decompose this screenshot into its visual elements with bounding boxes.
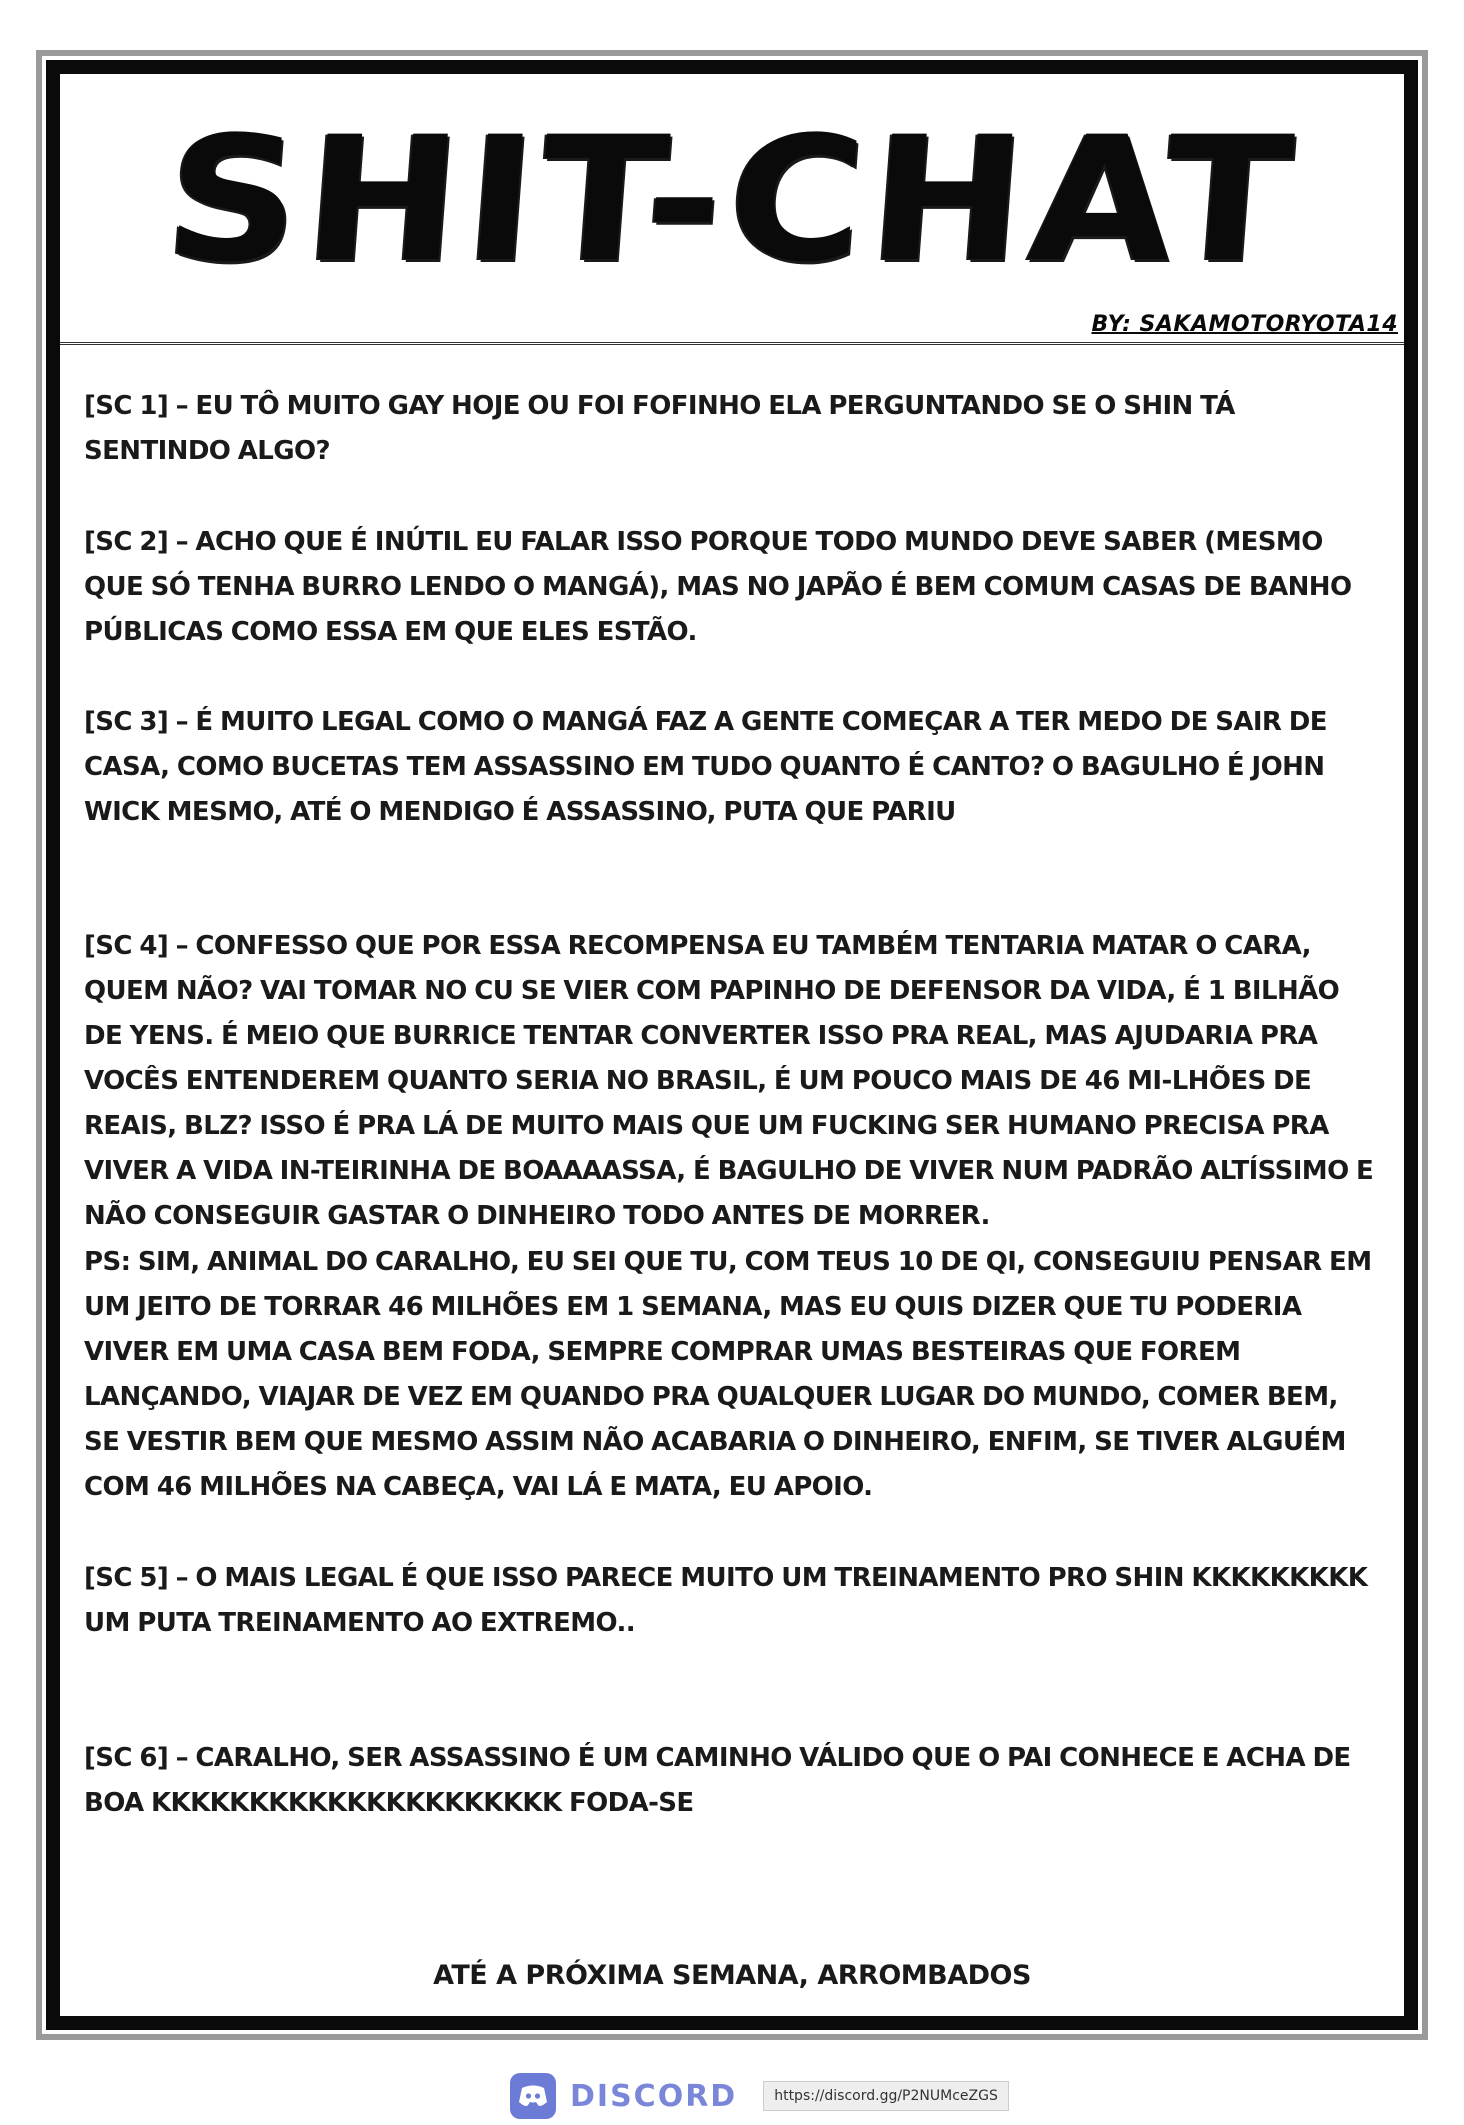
note-sc2: [SC 2] – ACHO QUE É INÚTIL EU FALAR ISSO PORQUE TODO MUNDO DEVE SABER (MESMO QUE SÓ TENHA BURRO LENDO O MANGÁ), MAS NO JAPÃO É BEM COMUM CASAS DE BANHO PÚBLICAS COMO ESSA EM QUE ELES ESTÃO. (84, 527, 1352, 647)
note-sc3: [SC 3] – É MUITO LEGAL COMO O MANGÁ FAZ A GENTE COMEÇAR A TER MEDO DE SAIR DE CASA, COMO BUCETAS TEM ASSASSINO EM TUDO QUANTO É CANTO? O BAGULHO É JOHN WICK MESMO, ATÉ O MENDIGO É ASSASSINO, PUTA QUE PARIU (84, 707, 1327, 827)
discord-footer[interactable] (510, 2072, 1009, 2120)
author-byline: BY: SAKAMOTORYOTA14 (1091, 312, 1398, 337)
closing-line: ATÉ A PRÓXIMA SEMANA, ARROMBADOS (433, 1960, 1031, 1991)
page-title: SHIT-CHAT (159, 99, 1305, 300)
note-ps: PS: SIM, ANIMAL DO CARALHO, EU SEI QUE TU, COM TEUS 10 DE QI, CONSEGUIU PENSAR EM UM JEITO DE TORRAR 46 MILHÕES EM 1 SEMANA, MAS EU QUIS DIZER QUE TU PODERIA VIVER EM UMA CASA BEM FODA, SEMPRE COMPRAR UMAS BESTEIRAS QUE FOREM LANÇANDO, VIAJAR DE VEZ EM QUANDO PRA QUALQUER LUGAR DO MUNDO, COMER BEM, SE VESTIR BEM QUE MESMO ASSIM NÃO ACABARIA O DINHEIRO, ENFIM, SE TIVER ALGUÉM COM 46 MILHÕES NA CABEÇA, VAI LÁ E MATA, EU APOIO. (84, 1247, 1372, 1502)
note-sc5: [SC 5] – O MAIS LEGAL É QUE ISSO PARECE MUITO UM TREINAMENTO PRO SHIN KKKKKKKKK UM PUTA TREINAMENTO AO EXTREMO.. (84, 1563, 1368, 1638)
note-sc4: [SC 4] – CONFESSO QUE POR ESSA RECOMPENSA EU TAMBÉM TENTARIA MATAR O CARA, QUEM NÃO? VAI TOMAR NO CU SE VIER COM PAPINHO DE DEFENSOR DA VIDA, É 1 BILHÃO DE YENS. É MEIO QUE BURRICE TENTAR CONVERTER ISSO PRA REAL, MAS AJUDARIA PRA VOCÊS ENTENDEREM QUANTO SERIA NO BRASIL, É UM POUCO MAIS DE 46 MI-LHÕES DE REAIS, BLZ? ISSO É PRA LÁ DE MUITO MAIS QUE UM FUCKING SER HUMANO PRECISA PRA VIVER A VIDA IN-TEIRINHA DE BOAAAASSA, É BAGULHO DE VIVER NUM PADRÃO ALTÍSSIMO E NÃO CONSEGUIR GASTAR O DINHEIRO TODO ANTES DE MORRER. (84, 931, 1374, 1231)
note-sc6: [SC 6] – CARALHO, SER ASSASSINO É UM CAMINHO VÁLIDO QUE O PAI CONHECE E ACHA DE BOA KKKKKKKKKKKKKKKKKKKKK FODA-SE (84, 1743, 1351, 1818)
discord-invite-link[interactable]: https://discord.gg/P2NUMceZGS (763, 2081, 1009, 2111)
note-sc1: [SC 1] – EU TÔ MUITO GAY HOJE OU FOI FOFINHO ELA PERGUNTANDO SE O SHIN TÁ SENTINDO ALGO? (84, 391, 1235, 466)
discord-brand[interactable]: DISCORD (570, 2078, 738, 2114)
discord-icon[interactable] (510, 2073, 556, 2119)
discord-logo-glyph (518, 2084, 548, 2108)
header-divider (60, 342, 1404, 345)
header (60, 74, 1404, 344)
